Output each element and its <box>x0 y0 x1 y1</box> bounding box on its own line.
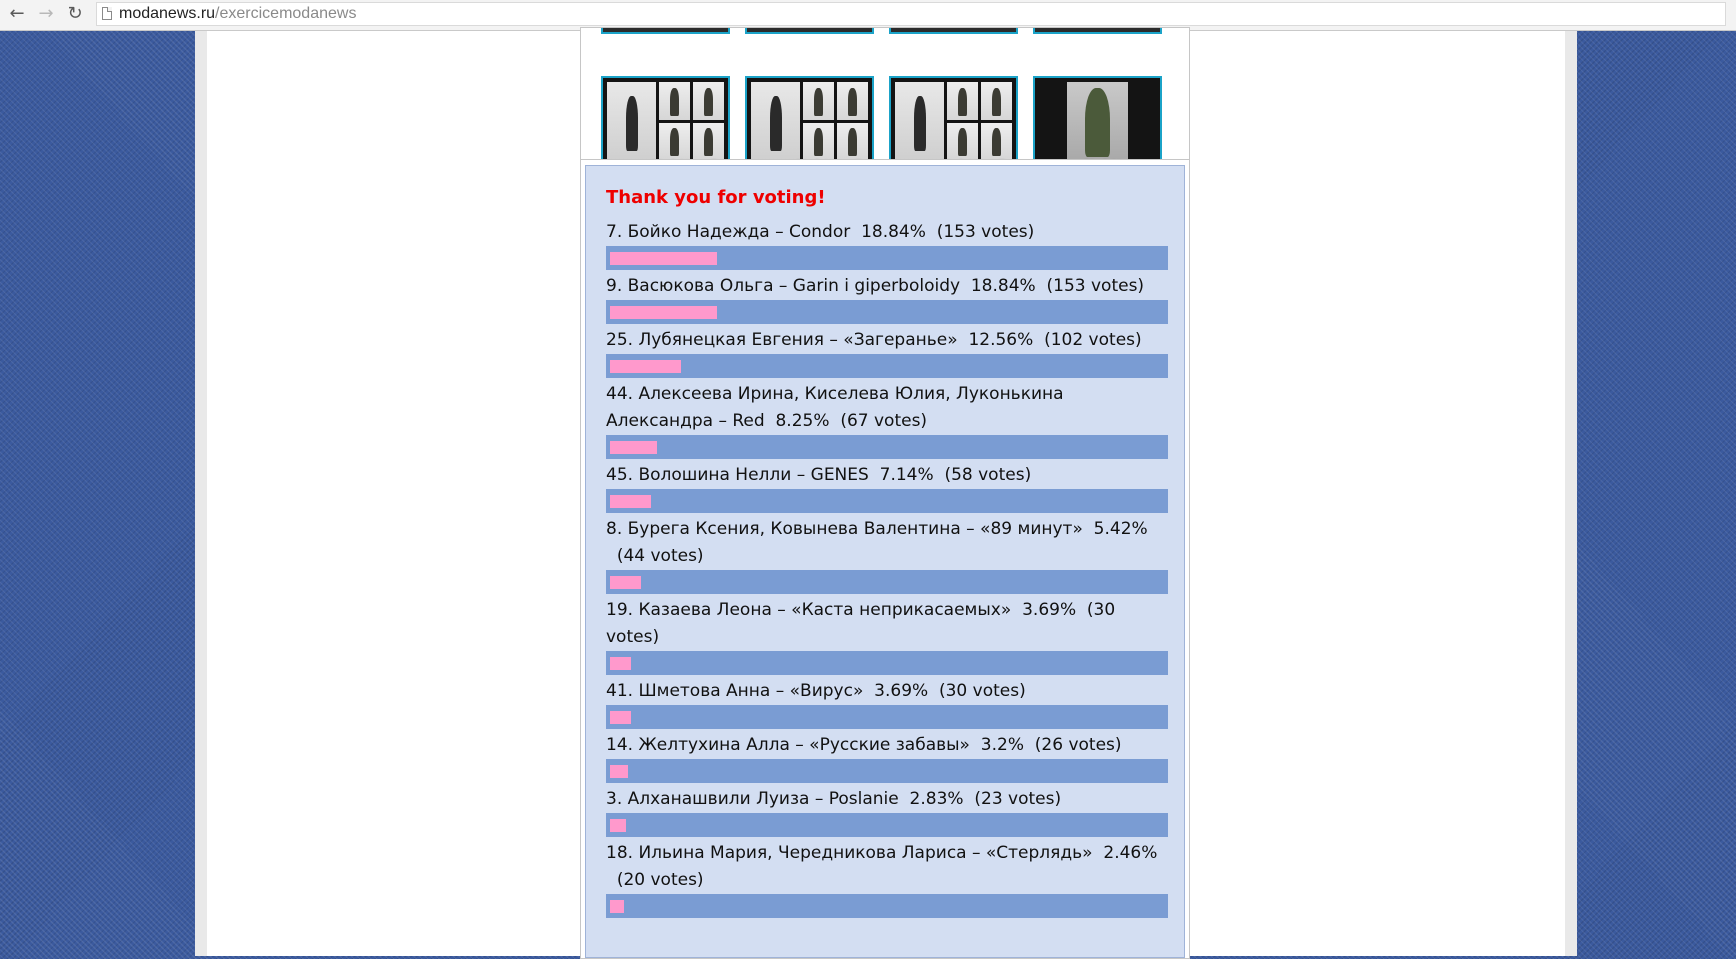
poll-result-votes: (20 votes) <box>616 870 704 890</box>
poll-candidate-name: 18. Ильина Мария, Чередникова Лариса – «Стерлядь» <box>606 843 1093 863</box>
poll-candidate-name: 45. Волошина Нелли – GENES <box>606 465 869 485</box>
poll-result-bar-fill <box>610 495 651 508</box>
poll-result-item <box>606 219 1168 270</box>
poll-result-bar <box>606 894 1168 918</box>
poll-result-item <box>606 786 1168 837</box>
poll-results-box <box>580 159 1190 959</box>
poll-result-bar <box>606 759 1168 783</box>
poll-result-item <box>606 840 1168 918</box>
poll-result-percent: 12.56% <box>968 330 1034 350</box>
poll-thanks-title: Thank you for voting! <box>606 187 826 208</box>
poll-result-label <box>606 840 1168 894</box>
address-url <box>119 5 356 23</box>
thumb-photo <box>607 82 724 160</box>
poll-candidate-name: 3. Алханашвили Луиза – Poslanie <box>606 789 899 809</box>
poll-result-label <box>606 678 1168 705</box>
poll-result-label <box>606 516 1168 570</box>
poll-result-percent: 18.84% <box>970 276 1036 296</box>
poll-result-votes: (102 votes) <box>1044 330 1142 350</box>
poll-result-bar <box>606 354 1168 378</box>
poll-result-label <box>606 273 1168 300</box>
poll-result-item <box>606 516 1168 594</box>
poll-result-bar-fill <box>610 441 657 454</box>
poll-result-percent: 3.2% <box>980 735 1024 755</box>
poll-result-bar <box>606 651 1168 675</box>
poll-result-item <box>606 462 1168 513</box>
poll-result-percent: 5.42% <box>1093 519 1148 539</box>
poll-result-bar-fill <box>610 576 641 589</box>
poll-candidate-name: 19. Казаева Леона – «Каста неприкасаемых» <box>606 600 1012 620</box>
poll-result-label <box>606 462 1168 489</box>
poll-result-bar-fill <box>610 306 717 319</box>
poll-result-bar <box>606 300 1168 324</box>
poll-result-votes: (30 votes) <box>938 681 1026 701</box>
poll-candidate-name: 25. Лубянецкая Евгения – «Загеранье» <box>606 330 958 350</box>
poll-result-votes: (30 votes) <box>606 600 1116 647</box>
poll-result-bar-fill <box>610 360 681 373</box>
poll-result-bar <box>606 705 1168 729</box>
poll-result-item <box>606 381 1168 459</box>
forward-arrow-icon[interactable]: → <box>38 3 54 24</box>
poll-result-percent: 7.14% <box>879 465 934 485</box>
poll-candidate-name: 9. Васюкова Ольга – Garin i giperboloidy <box>606 276 961 296</box>
poll-result-item <box>606 732 1168 783</box>
poll-result-votes: (58 votes) <box>944 465 1032 485</box>
poll-result-percent: 2.46% <box>1103 843 1158 863</box>
poll-result-bar <box>606 489 1168 513</box>
thumb-photo <box>751 82 868 160</box>
poll-result-bar <box>606 435 1168 459</box>
page-content <box>195 31 1577 956</box>
poll-result-percent: 3.69% <box>1022 600 1077 620</box>
url-path: /exercicemodanews <box>215 5 357 22</box>
poll-result-bar <box>606 570 1168 594</box>
poll-result-percent: 2.83% <box>909 789 964 809</box>
poll-result-percent: 18.84% <box>861 222 926 242</box>
gallery-thumb-prev-row[interactable] <box>745 28 874 34</box>
poll-result-bar-fill <box>610 252 717 265</box>
thumb-photo <box>1039 82 1156 160</box>
poll-result-label <box>606 597 1168 651</box>
page-icon <box>102 7 112 20</box>
gallery-thumb-prev-row[interactable] <box>601 28 730 34</box>
poll-result-votes: (44 votes) <box>616 546 704 566</box>
poll-candidate-name: 14. Желтухина Алла – «Русские забавы» <box>606 735 970 755</box>
poll-candidate-name: 41. Шметова Анна – «Вирус» <box>606 681 864 701</box>
gallery-thumb-prev-row[interactable] <box>889 28 1018 34</box>
thumb-photo <box>895 82 1012 160</box>
back-arrow-icon[interactable]: ← <box>9 3 25 24</box>
poll-result-label <box>606 786 1168 813</box>
poll-result-label <box>606 381 1168 435</box>
poll-result-bar-fill <box>610 819 626 832</box>
poll-result-bar-fill <box>610 711 631 724</box>
poll-result-bar-fill <box>610 657 631 670</box>
poll-result-votes: (26 votes) <box>1034 735 1122 755</box>
poll-result-bar-fill <box>610 765 628 778</box>
poll-candidate-name: 44. Алексеева Ирина, Киселева Юлия, Луконькина Александра – Red <box>606 384 1064 431</box>
poll-candidate-name: 8. Бурега Ксения, Ковынева Валентина – «89 минут» <box>606 519 1083 539</box>
poll-result-label <box>606 732 1168 759</box>
poll-result-item <box>606 327 1168 378</box>
poll-result-bar <box>606 813 1168 837</box>
poll-result-item <box>606 597 1168 675</box>
poll-candidate-name: 7. Бойко Надежда – Condor <box>606 222 851 242</box>
poll-result-percent: 8.25% <box>775 411 830 431</box>
poll-result-item <box>606 678 1168 729</box>
poll-result-item <box>606 273 1168 324</box>
poll-results-list <box>606 219 1168 921</box>
poll-result-bar <box>606 246 1168 270</box>
poll-result-percent: 3.69% <box>874 681 929 701</box>
url-host: modanews.ru <box>119 5 216 22</box>
address-bar[interactable] <box>96 2 1726 26</box>
poll-result-votes: (153 votes) <box>936 222 1035 242</box>
poll-result-votes: (67 votes) <box>840 411 928 431</box>
poll-result-label <box>606 327 1168 354</box>
poll-result-votes: (153 votes) <box>1046 276 1145 296</box>
poll-result-label <box>606 219 1168 246</box>
poll-result-bar-fill <box>610 900 624 913</box>
gallery-thumb-prev-row[interactable] <box>1033 28 1162 34</box>
reload-icon[interactable]: ↻ <box>67 3 83 24</box>
poll-result-votes: (23 votes) <box>974 789 1062 809</box>
